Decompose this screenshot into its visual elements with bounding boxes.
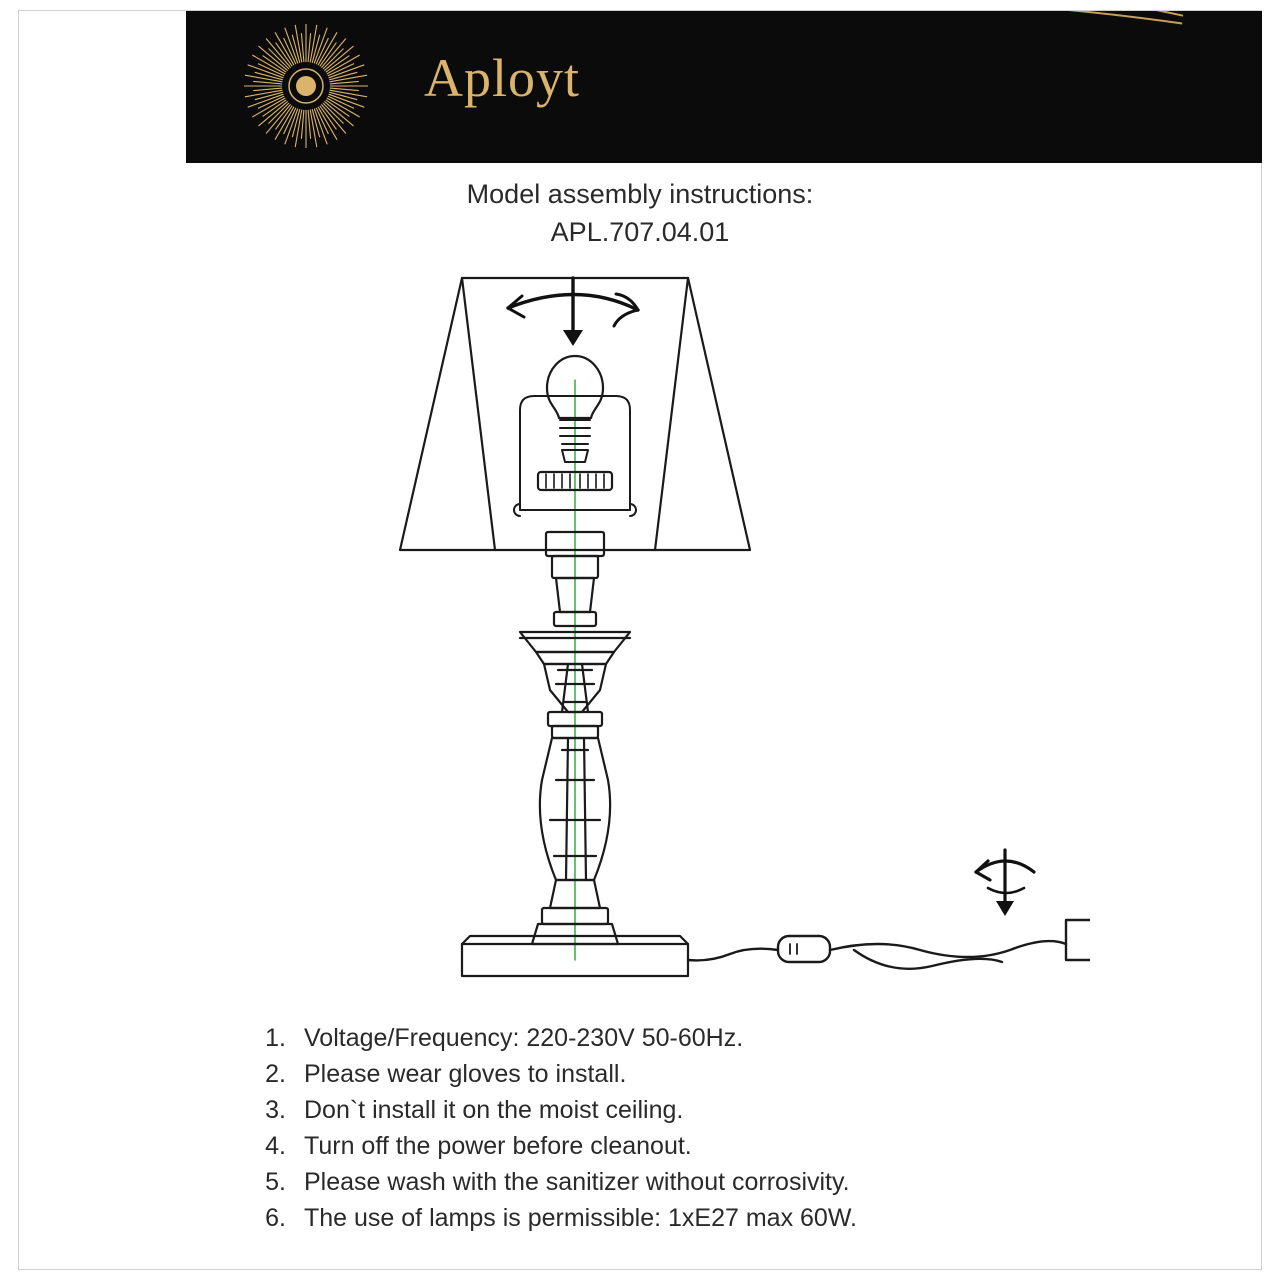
list-item-number: 3. — [265, 1096, 286, 1124]
brand-wordmark: Aployt — [424, 48, 581, 108]
list-item-number: 4. — [265, 1132, 286, 1160]
list-item-text: Voltage/Frequency: 220-230V 50-60Hz. — [304, 1024, 744, 1052]
list-item-text: Please wear gloves to install. — [304, 1060, 627, 1088]
list-item-text: The use of lamps is permissible: 1xE27 max 60W. — [304, 1204, 858, 1232]
list-item-number: 1. — [265, 1024, 286, 1052]
instruction-list — [248, 1020, 1068, 1236]
list-item-text: Turn off the power before cleanout. — [304, 1132, 692, 1160]
list-item — [248, 1200, 1068, 1236]
list-item-number: 5. — [265, 1168, 286, 1196]
list-item — [248, 1164, 1068, 1200]
list-item — [248, 1128, 1068, 1164]
list-item — [248, 1092, 1068, 1128]
list-item-text: Please wash with the sanitizer without corrosivity. — [304, 1168, 850, 1196]
page-title — [0, 175, 1280, 251]
list-item-number: 2. — [265, 1060, 286, 1088]
list-item-text: Don`t install it on the moist ceiling. — [304, 1096, 684, 1124]
list-item-number: 6. — [265, 1204, 286, 1232]
sunburst-icon — [236, 21, 376, 151]
list-item — [248, 1056, 1068, 1092]
ray-fan-icon — [782, 11, 1262, 163]
table-lamp-assembly-diagram — [190, 260, 1090, 1020]
model-code: APL.707.04.01 — [550, 217, 730, 247]
list-item — [248, 1020, 1068, 1056]
brand-banner — [186, 11, 1262, 163]
title-line: Model assembly instructions: — [466, 179, 814, 209]
